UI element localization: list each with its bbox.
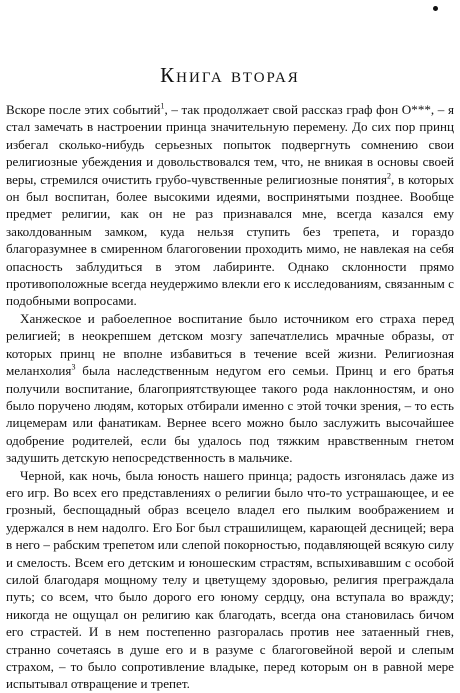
paragraph-3: Черной, как ночь, была юность нашего принца; радость изгонялась даже из его игр. Во всех его представлениях о религии было что-то устрашающее, и ее грозный, беспощадный образ всецело владел его пылким воображением и удержался в нем надолго. Его Бог был страшилищем, карающей десницей; вера в него – рабским трепетом или слепой покорностью, подавляющей всякую силу и смелость. Всем его детским и юношеским страстям, вспыхивавшим с особой силой благодаря мощному телу и цветущему здоровью, религия преграждала путь; со всем, что было дорого его юному сердцу, она вступала во вражду; никогда не ощущал он религию как благодать, всегда она становилась бичом его страстей. И в нем постепенно разгоралась против нее затаенный гнев, странно сочетаясь в душе его и в разуме с благоговейной верой и слепым страхом, – то было сопротивление владыке, перед которым он в равной мере испытывал отвращение и трепет.: [6, 467, 454, 692]
paragraph-1-part-b: , – так продолжает свой рассказ граф фон O***, – я стал замечать в настроении принца значительную перемену. До сих пор принц избегал сколько-нибудь серьезных попыток подвергнуть сомнению свои религиозные убеждения и довольствовался тем, что, не вникая в основы своей веры, стремился очистить грубо-чувственные религиозные понятия: [6, 102, 454, 187]
paragraph-1-part-c: , в которых он был воспитан, более высокими идеями, воспринятыми позднее. Вообще предмет религии, как он не раз признавался мне, всегда казался ему заколдованным замком, куда нельзя ступить без трепета, и гораздо благоразумнее в смиренном благоговении проходить мимо, не навлекая на себя опасность заблудиться в этом лабиринте. Однако склонности прямо противоположные всегда неудержимо влекли его к исследованиям, связанным с подобными вопросами.: [6, 171, 454, 309]
paragraph-2-part-b: была наследственным недугом его семьи. Принц и его братья получили воспитание, благоприятствующее такого рода наклонностям, и оно было поручено людям, которых отбирали именно с этой точки зрения, – то есть лицемерам или фанатикам. Вернее всего можно было заслужить высочайшее одобрение родителей, если бы удалось под тяжким нравственным гнетом задушить детскую непосредственность в мальчике.: [6, 363, 454, 466]
paragraph-1-part-a: Вскоре после этих событий: [6, 102, 161, 117]
footnote-marker-1[interactable]: 1: [160, 101, 165, 111]
corner-mark: [433, 6, 438, 11]
footnote-marker-2[interactable]: 2: [386, 171, 391, 181]
paragraph-1: [6, 101, 454, 310]
chapter-title: Книга вторая: [160, 63, 300, 87]
footnote-marker-3[interactable]: 3: [71, 362, 76, 372]
paragraph-2: [6, 310, 454, 467]
body-text: [6, 101, 454, 693]
paragraph-2-part-a: Ханжеское и рабоелепное воспитание было источником его страха перед религией; в неокрепшем детском мозгу запечатлелись мрачные образы, от которых принц не вполне избавиться в течение всей жизни. Религиозная меланхолия: [6, 310, 454, 379]
